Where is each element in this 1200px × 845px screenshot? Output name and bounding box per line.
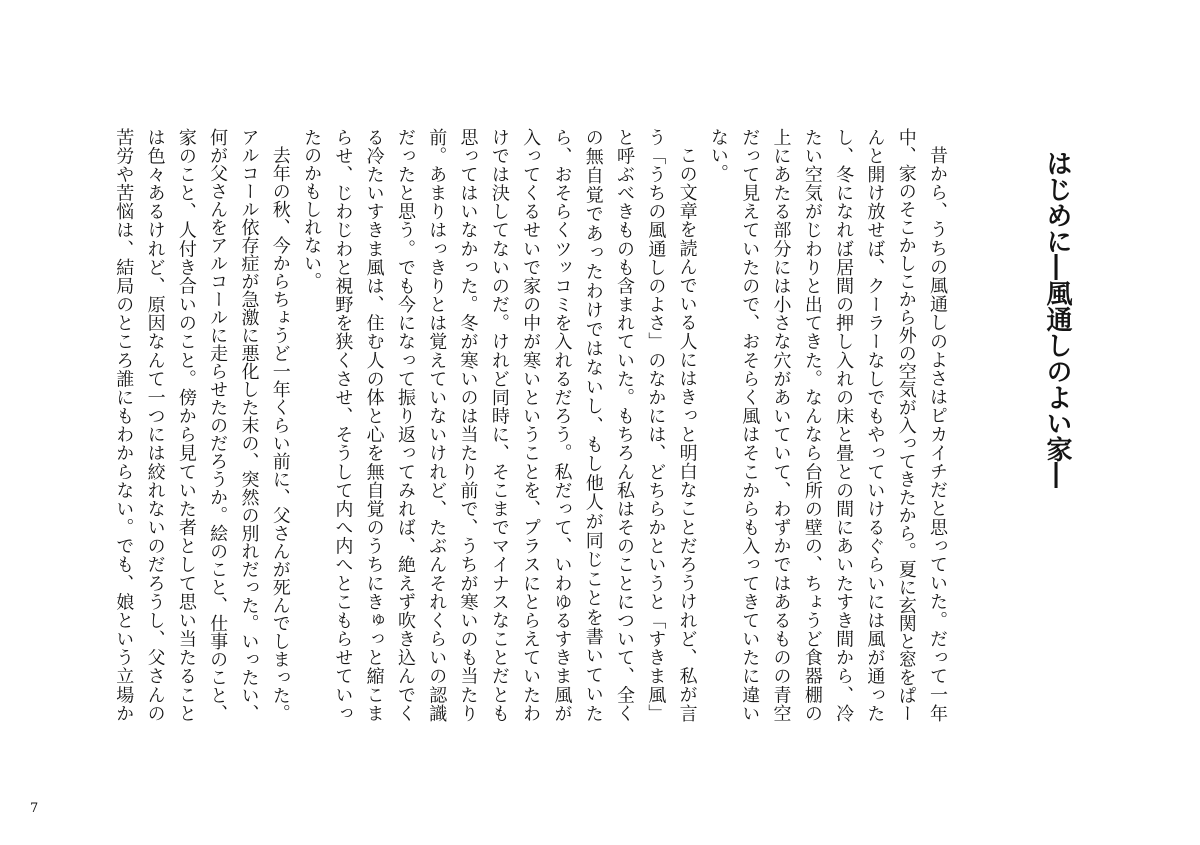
text-line: し、冬になれば居間の押し入れの床と畳との間にあいたすき間から、冷 <box>833 128 855 722</box>
text-line: 上にあたる部分には小さな穴があいていて、わずかではあるものの青空 <box>770 128 792 722</box>
text-line: だって見えていたので、おそらく風はそこからも入ってきていたに違い <box>739 128 761 722</box>
text-line: 中、家のそこかしこから外の空気が入ってきたから。夏に玄関と窓をぱー <box>895 128 917 722</box>
text-line: 思ってはいなかった。冬が寒いのは当たり前で、うちが寒いのも当たり <box>457 128 479 722</box>
text-line: この文章を読んでいる人にはきっと明白なことだろうけれど、私が言 <box>676 146 698 722</box>
text-line: 何が父さんをアルコールに走らせたのだろうか。絵のこと、仕事のこと、 <box>207 128 229 722</box>
page-number: 7 <box>30 801 39 816</box>
text-line: けでは決してないのだ。けれど同時に、そこまでマイナスなことだとも <box>488 128 510 722</box>
text-line: ら、おそらくツッコミを入れるだろう。私だって、いわゆるすきま風が <box>551 128 573 722</box>
chapter-title: はじめに―風通しのよい家― <box>1042 150 1072 488</box>
text-line: う「うちの風通しのよさ」のなかには、どちらかというと「すきま風」 <box>645 128 667 722</box>
text-line: の無自覚であったわけではないし、もし他人が同じことを書いていた <box>582 128 604 723</box>
body-text <box>108 128 953 722</box>
text-line: 去年の秋、今からちょうど一年くらい前に、父さんが死んでしまった。 <box>269 146 291 722</box>
text-line: は色々あるけれど、原因なんて一つには絞れないのだろうし、父さんの <box>144 128 166 722</box>
text-line: 家のこと、人付き合いのこと。傍から見ていた者として思い当たること <box>175 128 197 722</box>
text-line: らせ、じわじわと視野を狭くさせ、そうして内へ内へとこもらせていっ <box>332 128 354 722</box>
text-line: んと開け放せば、クーラーなしでもやっていけるぐらいには風が通った <box>864 128 886 722</box>
text-line: る冷たいすきま風は、住む人の体と心を無自覚のうちにきゅっと縮こま <box>363 128 385 722</box>
text-line: 前。あまりはっきりとは覚えていないけれど、たぶんそれくらいの認識 <box>426 128 448 722</box>
text-line: と呼ぶべきものも含まれていた。もちろん私はそのことについて、全く <box>614 128 636 722</box>
text-line: たのかもしれない。 <box>301 128 323 290</box>
text-line: たい空気がじわりと出てきた。なんなら台所の壁の、ちょうど食器棚の <box>801 128 823 722</box>
text-line: ない。 <box>707 128 729 182</box>
text-line: アルコール依存症が急激に悪化した末の、突然の別れだった。いったい、 <box>238 128 260 722</box>
text-line: 苦労や苦悩は、結局のところ誰にもわからない。でも、娘という立場か <box>113 128 135 722</box>
text-line: だったと思う。でも今になって振り返ってみれば、絶えず吹き込んでく <box>394 128 416 722</box>
text-line: 入ってくるせいで家の中が寒いということを、プラスにとらえていたわ <box>520 128 542 722</box>
text-line: 昔から、うちの風通しのよさはピカイチだと思っていた。だって一年 <box>927 146 948 722</box>
